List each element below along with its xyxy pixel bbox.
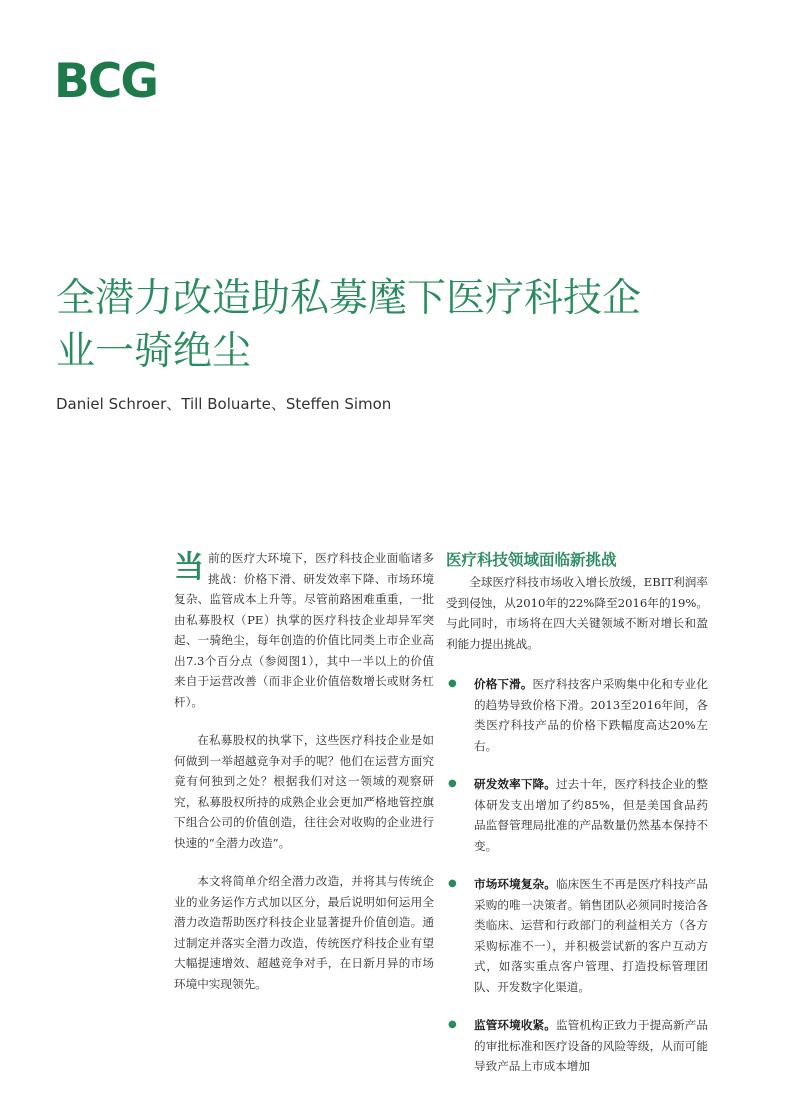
bcg-logo: BCG [54,54,157,109]
bullet-text: 过去十年，医疗科技企业的整体研发支出增加了约85%，但是美国食品药品监督管理局批准的产品数量仍然基本保持不变。 [474,777,708,853]
bullet-icon: ● [448,1019,457,1030]
paragraph-3: 本文将简单介绍全潜力改造，并将其与传统企业的业务运作方式加以区分，最后说明如何运用全潜力改造帮助医疗科技企业显著提升价值创造。通过制定并落实全潜力改造，传统医疗科技企业有望大幅提速增效、超越竞争对手，在日新月异的市场环境中实现领先。 [174,874,434,991]
bullet-lead: 价格下滑。 [474,677,533,691]
page-title [56,272,736,378]
bullet-text: 临床医生不再是医疗科技产品采购的唯一决策者。销售团队必须同时接洽各类临床、运营和行政部门的利益相关方（各方采购标准不一），并积极尝试新的客户互动方式，如落实重点客户管理、打造投标管理团队、开发数字化渠道。 [474,877,708,994]
section-heading: 医疗科技领域面临新挑战 [446,550,617,569]
section-intro: 全球医疗科技市场收入增长放缓，EBIT利润率受到侵蚀，从2010年的22%降至2016年的19%。与此同时，市场将在四大关键领域不断对增长和盈利能力提出挑战。 [446,575,708,651]
list-item [446,874,708,997]
list-item [446,674,708,756]
dropcap: 当 [174,550,204,585]
authors: Daniel Schroer、Till Boluarte、Steffen Simon [56,395,392,413]
bullet-lead: 市场环境复杂。 [474,877,556,891]
intro-paragraph-text: 前的医疗大环境下，医疗科技企业面临诸多挑战：价格下滑、研发效率下降、市场环境复杂、监管成本上升等。尽管前路困难重重，一批由私募股权（PE）执掌的医疗科技企业却异军突起、一骑绝尘，每年创造的价值比同类上市企业高出7.3个百分点（参阅图1），其中一半以上的价值来自于运营改善（而非企业价值倍数增长或财务杠杆）。 [174,551,434,709]
bullet-lead: 研发效率下降。 [474,777,556,791]
intro-paragraph [174,548,434,712]
bullet-icon: ● [448,778,457,789]
paragraph-2: 在私募股权的执掌下，这些医疗科技企业是如何做到一举超越竞争对手的呢？他们在运营方面究竟有何独到之处？根据我们对这一领域的观察研究，私募股权所持的成熟企业会更加严格地管控旗下组合公司的价值创造，往往会对收购的企业进行快速的“全潜力改造”。 [174,733,434,850]
title-line-2: 业一骑绝尘 [56,329,252,374]
bullet-icon: ● [448,678,457,689]
list-item [446,774,708,856]
title-line-1: 全潜力改造助私募麾下医疗科技企 [56,276,642,321]
bullet-lead: 监管环境收紧。 [474,1018,556,1032]
list-item [446,1015,708,1077]
bullet-icon: ● [448,878,457,889]
right-column [446,548,708,1095]
left-column [174,548,434,994]
bullet-text: 医疗科技客户采购集中化和专业化的趋势导致价格下滑。2013至2016年间，各类医疗科技产品的价格下跌幅度高达20%左右。 [474,677,708,753]
bullet-text: 监管机构正致力于提高新产品的审批标准和医疗设备的风险等级，从而可能导致产品上市成本增加 [474,1018,708,1073]
challenge-list [446,674,708,1077]
